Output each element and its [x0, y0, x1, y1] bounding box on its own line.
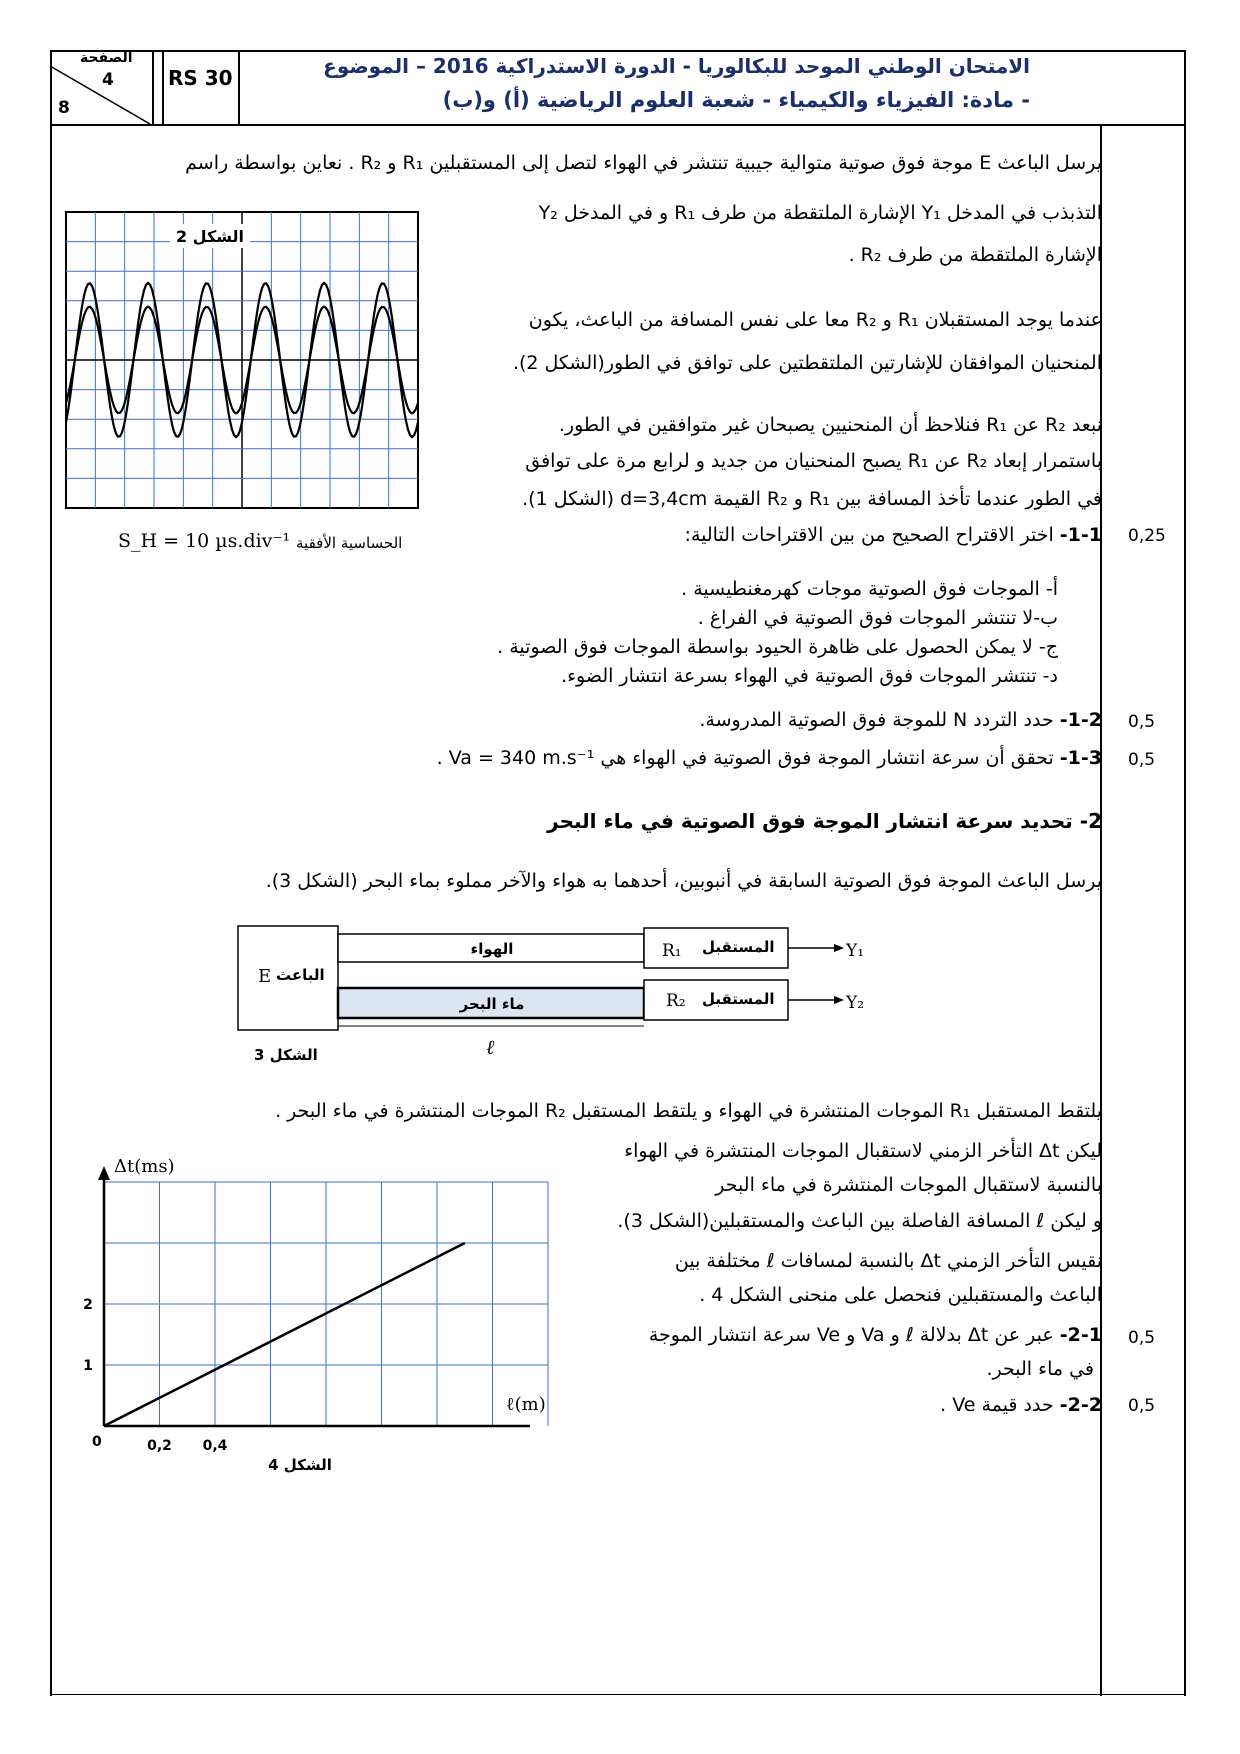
receive-line: يلتقط المستقبل R₁ الموجات المنتشرة في الهواء و يلتقط المستقبل R₂ الموجات المنتشرة في ماء البحر . [275, 1100, 1102, 1122]
option-d: د- تنتشر الموجات فوق الصوتية في الهواء بسرعة انتشار الضوء. [561, 665, 1058, 687]
q21-text: عبر عن Δt بدلالة ℓ و Va و Ve سرعة انتشار الموجة [648, 1324, 1054, 1346]
intro-p3-line2: باستمرار إبعاد R₂ عن R₁ يصبح المنحنيان من جديد و لرابع مرة على توافق [525, 450, 1102, 472]
y-tick-1: 1 [83, 1358, 93, 1374]
output-2-label: Y₂ [846, 993, 865, 1013]
intro-p2-line2: المنحنيان الموافقان للإشارتين الملتقطتين على توافق في الطور(الشكل 2). [512, 352, 1102, 374]
sensitivity-value: S_H = 10 µs.div⁻¹ [118, 530, 291, 552]
desc-line5: الباعث والمستقبلين فنحصل على منحنى الشكل 4 . [699, 1284, 1102, 1306]
series-line-delta-t [104, 1243, 465, 1426]
emitter-symbol: E [258, 966, 272, 987]
length-symbol: ℓ [486, 1035, 495, 1059]
q13-points: 0,5 [1128, 750, 1156, 770]
q12-number: 1-2- [1059, 709, 1102, 731]
figure-2-label: الشكل 2 [175, 227, 245, 246]
origin-tick: 0 [92, 1434, 102, 1450]
desc-line2: بالنسبة لاستقبال الموجات المنتشرة في ماء البحر [715, 1174, 1102, 1196]
q21-line [649, 1320, 1102, 1350]
page-label: الصفحة [80, 50, 133, 66]
x-axis-label: ℓ(m) [506, 1394, 546, 1415]
q11-text: اختر الاقتراح الصحيح من بين الاقتراحات التالية: [684, 524, 1054, 546]
receiver-2-symbol: R₂ [666, 991, 686, 1011]
sensitivity-label: الحساسية الأفقية [296, 534, 403, 552]
receiver-1-label: المستقبل [702, 938, 775, 956]
part2-title: 2- تحديد سرعة انتشار الموجة فوق الصوتية في ماء البحر [547, 809, 1102, 833]
q12-line [699, 705, 1102, 735]
chart-grid [104, 1182, 548, 1426]
page-number-box [50, 50, 154, 124]
q13-text: تحقق أن سرعة انتشار الموجة فوق الصوتية في الهواء هي Va = 340 m.s⁻¹ . [436, 747, 1054, 769]
y-axis-arrowhead [98, 1166, 110, 1180]
desc-line1: ليكن Δt التأخر الزمني لاستقبال الموجات المنتشرة في الهواء [624, 1140, 1102, 1162]
desc-line4: نقيس التأخر الزمني Δt بالنسبة لمسافات ℓ مختلفة بين [674, 1250, 1102, 1272]
output-1-label: Y₁ [846, 941, 865, 961]
receiver-2-label: المستقبل [702, 990, 775, 1008]
figure-4-chart [70, 1150, 590, 1480]
option-a: أ- الموجات فوق الصوتية موجات كهرمغنطيسية . [681, 578, 1058, 600]
figure-3-setup [230, 920, 870, 1070]
output-2-arrowhead [834, 996, 844, 1004]
option-c: ج- لا يمكن الحصول على ظاهرة الحيود بواسطة الموجات فوق الصوتية . [497, 636, 1058, 658]
q12-points: 0,5 [1128, 712, 1156, 732]
intro-p2-line1: عندما يوجد المستقبلان R₁ و R₂ معا على نفس المسافة من الباعث، يكون [528, 309, 1102, 331]
figure-3-label: الشكل 3 [254, 1046, 318, 1064]
q22-points: 0,5 [1128, 1396, 1156, 1416]
y-tick-2: 2 [83, 1297, 93, 1313]
x-tick-0-4: 0,4 [202, 1438, 228, 1454]
q11-number: 1-1- [1059, 524, 1102, 546]
desc-line3: و ليكن ℓ المسافة الفاصلة بين الباعث والمستقبلين(الشكل 3). [617, 1210, 1102, 1232]
q21-points: 0,5 [1128, 1328, 1156, 1348]
figure-4-label: الشكل 4 [268, 1456, 332, 1474]
option-b: ب-لا تنتشر الموجات فوق الصوتية في الفراغ . [697, 607, 1058, 629]
output-1-arrowhead [834, 944, 844, 952]
q11-line [685, 520, 1102, 550]
tube-sea-label: ماء البحر [459, 995, 525, 1013]
figure-2-oscillogram [60, 208, 430, 518]
intro-p3-line3: في الطور عندما تأخذ المسافة بين R₁ و R₂ القيمة d=3,4cm (الشكل 1). [522, 488, 1102, 510]
tube-air-label: الهواء [470, 940, 514, 958]
y-axis-label: Δt(ms) [114, 1156, 175, 1177]
intro-p1-line3: الإشارة الملتقطة من طرف R₂ . [848, 244, 1102, 266]
q21-line2: في ماء البحر. [986, 1358, 1094, 1380]
q11-points: 0,25 [1128, 526, 1166, 546]
q21-number: 2-1- [1059, 1324, 1102, 1346]
intro-p1-line2: التذبذب في المدخل Y₁ الإشارة الملتقطة من طرف R₁ و في المدخل Y₂ [538, 202, 1102, 224]
receiver-1-symbol: R₁ [662, 941, 682, 961]
q22-text: حدد قيمة Ve . [940, 1394, 1054, 1416]
q12-text: حدد التردد N للموجة فوق الصوتية المدروسة. [699, 709, 1054, 731]
q22-line [940, 1390, 1102, 1420]
header-title-line-2: - مادة: الفيزياء والكيمياء - شعبة العلوم الرياضية (أ) و(ب) [442, 88, 1030, 112]
q13-number: 1-3- [1059, 747, 1102, 769]
header-title-line-1: الامتحان الوطني الموحد للبكالوريا - الدورة الاستدراكية 2016 – الموضوع [323, 54, 1030, 78]
q13-line [437, 743, 1102, 773]
page-total: 8 [58, 98, 70, 118]
q22-number: 2-2- [1059, 1394, 1102, 1416]
intro-p1-line1: يرسل الباعث E موجة فوق صوتية متوالية جيبية تنتشر في الهواء لتصل إلى المستقبلين R₁ و R₂ . نعاين بواسطة راسم [185, 152, 1102, 174]
intro-p3-line1: نبعد R₂ عن R₁ فنلاحظ أن المنحنيين يصبحان غير متوافقين في الطور. [558, 414, 1102, 436]
emitter-label: الباعث [276, 966, 325, 984]
x-tick-0-2: 0,2 [147, 1438, 172, 1454]
page-number: 4 [102, 70, 114, 90]
part2-intro: يرسل الباعث الموجة فوق الصوتية السابقة في أنبوبين، أحدهما به هواء والآخر مملوء بماء البحر (الشكل 3). [265, 870, 1102, 892]
exam-code: RS 30 [168, 66, 233, 90]
